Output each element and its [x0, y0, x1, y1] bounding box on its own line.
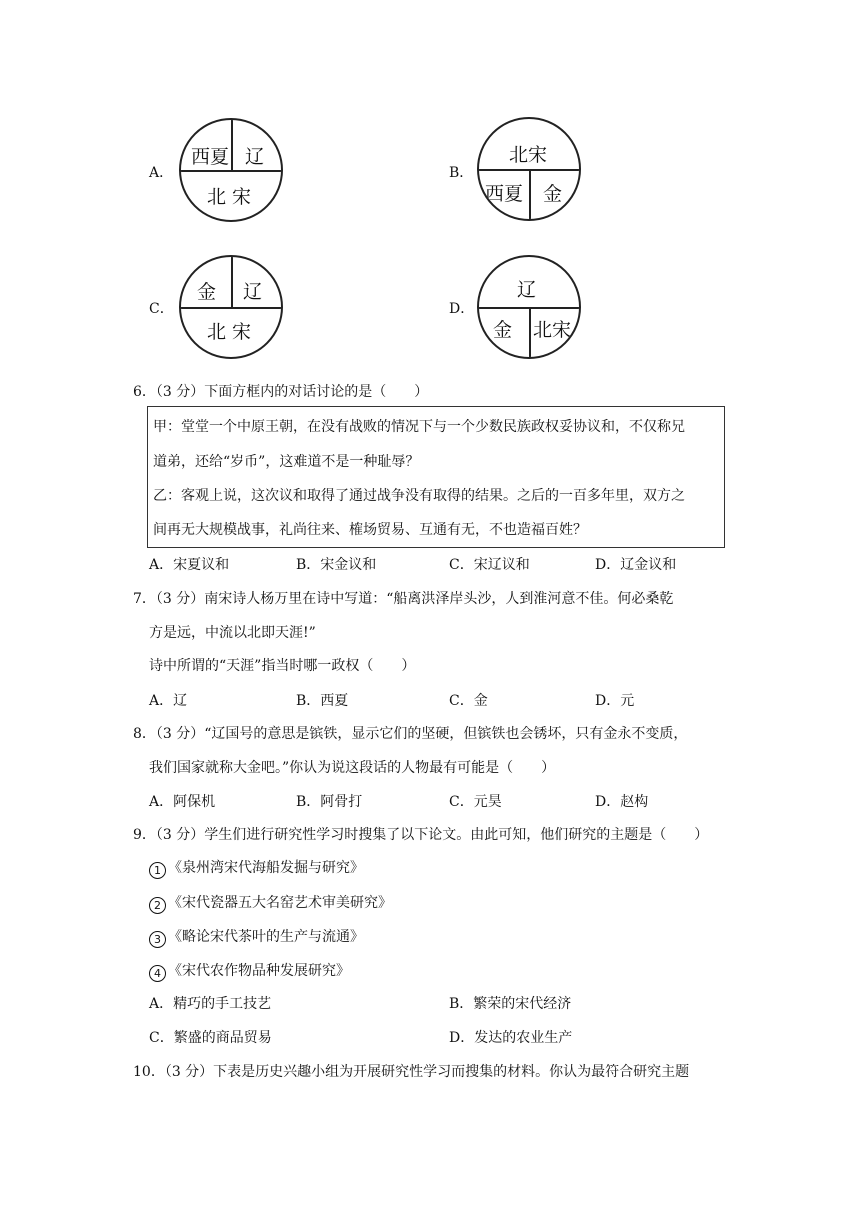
region-label: 北宋 [533, 319, 572, 341]
option-d-label: D． [449, 301, 475, 317]
region-label: 北 宋 [207, 186, 252, 208]
option-a: A．宋夏议和 [149, 557, 230, 573]
item-number: 1 [149, 862, 166, 879]
option-a: A．辽 [149, 693, 188, 709]
question-6-stem: 6．（3 分）下面方框内的对话讨论的是（ ） [133, 384, 429, 400]
region-label: 金 [197, 281, 217, 303]
region-label: 北宋 [509, 144, 548, 166]
divider-horizontal [181, 170, 281, 172]
item-title: 《略论宋代茶叶的生产与流通》 [168, 929, 364, 945]
region-label: 西夏 [191, 146, 230, 168]
divider-vertical [231, 257, 233, 307]
divider-vertical [529, 169, 531, 219]
diagram-option-d [477, 255, 581, 359]
region-label: 辽 [245, 146, 265, 168]
option-c: C．繁盛的商品贸易 [149, 1030, 272, 1046]
option-a: A．精巧的手工技艺 [149, 996, 272, 1012]
divider-horizontal [181, 307, 281, 309]
item-number: 4 [149, 965, 166, 982]
region-label: 西夏 [485, 183, 524, 205]
dialogue-line: 乙：客观上说，这次议和取得了通过战争没有取得的结果。之后的一百多年里，双方之 [153, 488, 685, 504]
region-label: 辽 [243, 281, 263, 303]
region-label: 北 宋 [207, 321, 252, 343]
dialogue-line: 甲：堂堂一个中原王朝，在没有战败的情况下与一个少数民族政权妥协议和，不仅称兄 [153, 419, 685, 435]
item-number: 3 [149, 931, 166, 948]
option-d: D．辽金议和 [595, 557, 677, 573]
option-b: B．阿骨打 [296, 794, 363, 810]
option-b: B．西夏 [296, 693, 349, 709]
paper-item [149, 861, 364, 879]
question-7-stem: 诗中所谓的“天涯”指当时哪一政权（ ） [149, 658, 416, 674]
dialogue-line: 道弟，还给“岁币”，这难道不是一种耻辱？ [153, 454, 420, 470]
item-title: 《泉州湾宋代海船发掘与研究》 [168, 860, 364, 876]
region-label: 金 [543, 183, 563, 205]
option-d: D．赵构 [595, 794, 649, 810]
divider-vertical [529, 307, 531, 357]
paper-item [149, 964, 350, 982]
item-number: 2 [149, 897, 166, 914]
question-7-stem: 方是远，中流以北即天涯!” [149, 625, 316, 641]
option-d: D．元 [595, 693, 635, 709]
item-title: 《宋代农作物品种发展研究》 [168, 963, 350, 979]
dialogue-line: 间再无大规模战事，礼尚往来、榷场贸易、互通有无，不也造福百姓？ [153, 522, 587, 538]
question-8-stem: 8．（3 分）“辽国号的意思是镔铁，显示它们的坚硬，但镔铁也会锈坏，只有金永不变质， [133, 726, 688, 742]
option-b: B．繁荣的宋代经济 [449, 996, 572, 1012]
item-title: 《宋代瓷器五大名窑艺术审美研究》 [168, 895, 392, 911]
option-c: C．宋辽议和 [449, 557, 530, 573]
diagram-option-b [477, 117, 581, 221]
option-c: C．元昊 [449, 794, 502, 810]
question-10-stem: 10．（3 分）下表是历史兴趣小组为开展研究性学习而搜集的材料。你认为最符合研究主题 [133, 1064, 690, 1080]
paper-item [149, 930, 364, 948]
divider-vertical [231, 120, 233, 170]
option-b: B．宋金议和 [296, 557, 377, 573]
option-c: C．金 [449, 693, 488, 709]
question-8-stem: 我们国家就称大金吧。”你认为说这段话的人物最有可能是（ ） [149, 760, 556, 776]
region-label: 金 [493, 319, 513, 341]
paper-item [149, 896, 392, 914]
diagram-option-c [179, 255, 283, 359]
region-label: 辽 [517, 279, 537, 301]
question-9-stem: 9．（3 分）学生们进行研究性学习时搜集了以下论文。由此可知，他们研究的主题是（ ） [133, 827, 709, 843]
diagram-option-a [179, 118, 283, 222]
option-c-label: C． [149, 301, 174, 317]
option-b-label: B． [449, 165, 474, 181]
option-d: D．发达的农业生产 [449, 1030, 573, 1046]
option-a-label: A． [149, 165, 174, 181]
option-a: A．阿保机 [149, 794, 216, 810]
question-7-stem: 7．（3 分）南宋诗人杨万里在诗中写道：“船离洪泽岸头沙，人到淮河意不佳。何必桑乾 [133, 591, 674, 607]
